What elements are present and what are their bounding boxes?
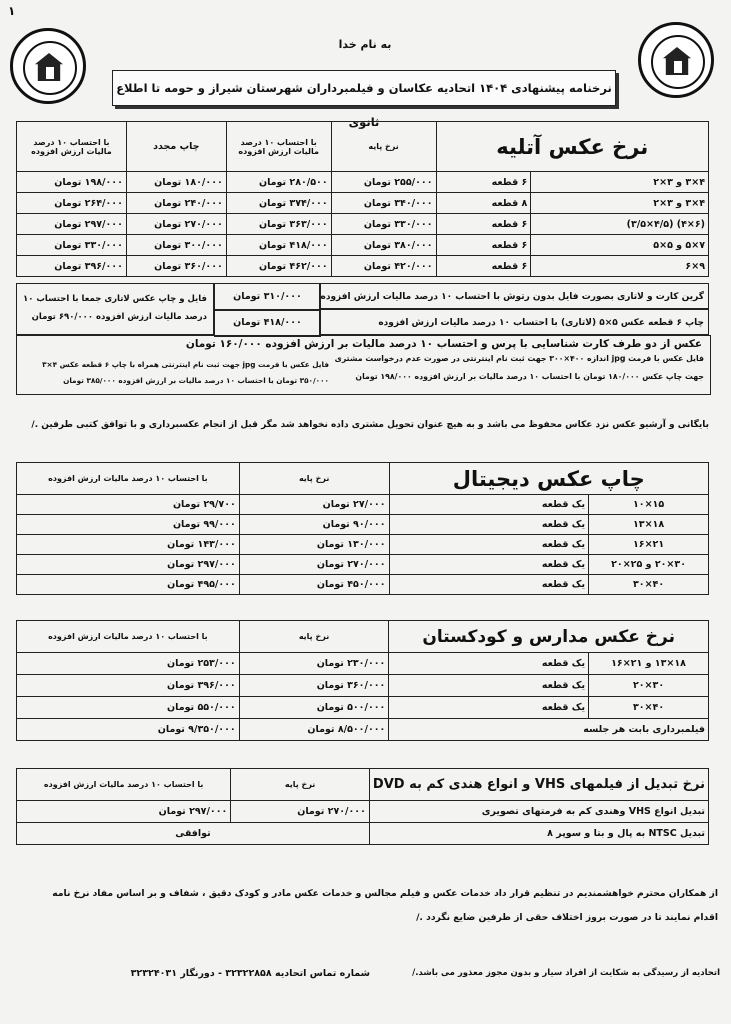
bismillah: به نام خدا [338, 38, 392, 51]
school-title: نرخ عکس مدارس و کودکستان [389, 621, 709, 653]
table-row [17, 495, 709, 515]
vhs-col-base: نرخ پایه [231, 769, 370, 801]
qty-cell: ۸ قطعه [436, 193, 531, 214]
base-price-cell: ۲۷۰/۰۰۰ تومان [231, 801, 370, 823]
qty-cell: یک قطعه [389, 675, 589, 697]
table-row [17, 653, 709, 675]
vhs-row2-label: تبدیل NTSC به پال و بتا و سوپر ۸ [369, 823, 708, 845]
footer-note-2: اقدام نمایند تا در صورت بروز اختلاف حقی از طرفین ضایع نگردد ./ [416, 912, 718, 923]
jpg-note-2: جهت چاپ عکس ۱۸۰/۰۰۰ تومان با احتساب ۱۰ درصد مالیات بر ارزش افزوده ۱۹۸/۰۰۰ تومان [355, 372, 704, 381]
digital-col-vat: با احتساب ۱۰ درصد مالیات ارزش افزوده [17, 463, 240, 495]
vat-price-cell: ۳۹۶/۰۰۰ تومان [17, 675, 240, 697]
vat-price-cell: ۲۹۷/۰۰۰ تومان [17, 801, 231, 823]
green-card-text: گرین کارت و لاتاری بصورت فایل بدون رتوش با احتساب ۱۰ درصد مالیات ارزش افزوده [320, 292, 704, 302]
table-row [17, 697, 709, 719]
base-price-cell: ۳۶۰/۰۰۰ تومان [239, 675, 389, 697]
qty-cell: یک قطعه [389, 515, 589, 535]
table-row [17, 719, 709, 741]
union-logo-right [638, 22, 714, 98]
table-row [17, 675, 709, 697]
atelier-col-vat: با احتساب ۱۰ درصد مالیات ارزش افزوده [226, 122, 331, 172]
lottery-text: چاپ ۶ قطعه عکس ۵×۵ (لاتاری) با احتساب ۱۰ درصد مالیات ارزش افزوده [378, 318, 704, 328]
digital-col-base: نرخ پایه [239, 463, 389, 495]
reprint-vat-price-cell: ۲۶۴/۰۰۰ تومان [17, 193, 127, 214]
size-cell: ۴۰×۳۰ [589, 575, 709, 595]
id-card-notes-box [16, 335, 711, 395]
vat-price-cell: ۳۷۴/۰۰۰ تومان [226, 193, 331, 214]
union-logo-left [10, 28, 86, 104]
contact-info: شماره تماس اتحادیه ۳۲۳۲۲۸۵۸ - دورنگار ۳۲۳۲۴۰۳۱ [130, 968, 370, 979]
table-row [17, 193, 709, 214]
size-cell: ۴×۳ و ۳×۲ [531, 172, 709, 193]
lottery-row [319, 309, 709, 335]
table-row [17, 823, 709, 845]
reprint-vat-price-cell: ۱۹۸/۰۰۰ تومان [17, 172, 127, 193]
header-title: نرخنامه پیشنهادی ۱۴۰۴ اتحادیه عکاسان و فیلمبرداران شهرستان شیراز و حومه تا اطلاع ثانوی [116, 81, 612, 129]
reprint-vat-price-cell: ۲۹۷/۰۰۰ تومان [17, 214, 127, 235]
base-price-cell: ۲۷۰/۰۰۰ تومان [239, 555, 389, 575]
vat-price-cell: ۴۱۸/۰۰۰ تومان [226, 235, 331, 256]
lottery-price: ۴۱۸/۰۰۰ تومان [214, 309, 321, 337]
vhs-col-vat: با احتساب ۱۰ درصد مالیات ارزش افزوده [17, 769, 231, 801]
vat-price-cell: ۲۸۰/۵۰۰ تومان [226, 172, 331, 193]
base-price-cell: ۲۷/۰۰۰ تومان [239, 495, 389, 515]
table-row [17, 256, 709, 277]
digital-title: چاپ عکس دیجیتال [389, 463, 709, 495]
qty-cell: یک قطعه [389, 535, 589, 555]
reprint-price-cell: ۳۶۰/۰۰۰ تومان [126, 256, 226, 277]
size-cell: ۱۸×۱۳ و ۲۱×۱۶ [589, 653, 709, 675]
base-price-cell: ۵۰۰/۰۰۰ تومان [239, 697, 389, 719]
vat-price-cell: ۳۶۳/۰۰۰ تومان [226, 214, 331, 235]
school-col-vat: با احتساب ۱۰ درصد مالیات ارزش افزوده [17, 621, 240, 653]
base-price-cell: ۴۲۰/۰۰۰ تومان [331, 256, 436, 277]
base-price-cell: ۴۵۰/۰۰۰ تومان [239, 575, 389, 595]
size-cell: ۲۱×۱۶ [589, 535, 709, 555]
vat-price-cell: ۵۵۰/۰۰۰ تومان [17, 697, 240, 719]
vat-price-cell: ۴۶۲/۰۰۰ تومان [226, 256, 331, 277]
reprint-vat-price-cell: ۳۹۶/۰۰۰ تومان [17, 256, 127, 277]
jpg-note-4: ۳۵۰/۰۰۰ تومان با احتساب ۱۰ درصد مالیات بر ارزش افزوده ۳۸۵/۰۰۰ تومان [63, 376, 329, 385]
size-cell: ۹×۶ [531, 256, 709, 277]
reprint-price-cell: ۲۴۰/۰۰۰ تومان [126, 193, 226, 214]
size-cell: ۳۰×۲۰ [589, 675, 709, 697]
qty-cell: ۶ قطعه [436, 256, 531, 277]
table-row [17, 801, 709, 823]
school-col-base: نرخ پایه [239, 621, 389, 653]
size-cell: (۶×۴) (۴/۵×۳/۵) [531, 214, 709, 235]
vhs-title: نرخ تبدیل از فیلمهای VHS و انواع هندی کم به DVD [369, 769, 708, 801]
qty-cell: یک قطعه [389, 697, 589, 719]
base-price-cell: ۱۳۰/۰۰۰ تومان [239, 535, 389, 555]
digital-table [16, 462, 709, 595]
atelier-title: نرخ عکس آتلیه [436, 122, 708, 172]
qty-cell: یک قطعه [389, 495, 589, 515]
size-cell: ۴×۳ و ۳×۲ [531, 193, 709, 214]
table-row [17, 172, 709, 193]
complaint-note: اتحادیه از رسیدگی به شکایت از افراد سیار و بدون مجوز معذور می باشد./ [412, 968, 720, 978]
size-cell: ۷×۵ و ۵×۵ [531, 235, 709, 256]
jpg-note-1: فایل عکس با فرمت jpg اندازه ۴۰۰×۳۰۰ جهت ثبت نام اینترنتی در صورت عدم درخواست مشتری [334, 354, 704, 363]
size-cell: ۴۰×۳۰ [589, 697, 709, 719]
school-table [16, 620, 709, 741]
reprint-price-cell: ۳۰۰/۰۰۰ تومان [126, 235, 226, 256]
id-card-text: عکس از دو طرف کارت شناسایی با پرس و احتساب ۱۰ درصد مالیات بر ارزش افزوده ۱۶۰/۰۰۰ تومان [185, 338, 702, 350]
film-label-cell: فیلمبرداری بابت هر جلسه [389, 719, 709, 741]
header-title-box [112, 70, 616, 129]
reprint-price-cell: ۲۷۰/۰۰۰ تومان [126, 214, 226, 235]
green-card-price: ۳۱۰/۰۰۰ تومان [214, 283, 321, 311]
table-row [17, 575, 709, 595]
base-price-cell: ۹۰/۰۰۰ تومان [239, 515, 389, 535]
base-price-cell: ۲۳۰/۰۰۰ تومان [239, 653, 389, 675]
reprint-vat-price-cell: ۳۳۰/۰۰۰ تومان [17, 235, 127, 256]
table-row [17, 235, 709, 256]
qty-cell: ۶ قطعه [436, 235, 531, 256]
size-cell: ۱۸×۱۳ [589, 515, 709, 535]
base-price-cell: ۳۸۰/۰۰۰ تومان [331, 235, 436, 256]
base-price-cell: ۲۵۵/۰۰۰ تومان [331, 172, 436, 193]
qty-cell: ۶ قطعه [436, 214, 531, 235]
archive-note: بایگانی و آرشیو عکس نزد عکاس محفوظ می باشد و به هیچ عنوان تحویل مشتری داده نخواهد شد مگر قبل از انجام عکسبرداری و با توافق کتبی طرفین ./ [31, 420, 709, 430]
atelier-col-base: نرخ پایه [331, 122, 436, 172]
footer-note-1: از همکاران محترم خواهشمندیم در تنظیم قرار داد خدمات عکس و فیلم مجالس و خدمات عکس مادر و کودک دقیق ، شفاف و بر اساس مفاد نرخ نامه [52, 888, 718, 899]
vhs-table [16, 768, 709, 845]
vat-price-cell: ۱۴۳/۰۰۰ تومان [17, 535, 240, 555]
size-cell: ۱۵×۱۰ [589, 495, 709, 515]
jpg-note-3: فایل عکس با فرمت jpg جهت ثبت نام اینترنتی همراه با چاپ ۶ قطعه عکس ۴×۳ [42, 360, 329, 369]
base-price-cell: ۳۴۰/۰۰۰ تومان [331, 193, 436, 214]
atelier-col-reprint: چاپ مجدد [126, 122, 226, 172]
base-price-cell: ۳۳۰/۰۰۰ تومان [331, 214, 436, 235]
vat-price-cell: ۹/۳۵۰/۰۰۰ تومان [17, 719, 240, 741]
qty-cell: ۶ قطعه [436, 172, 531, 193]
file-print-box [16, 283, 214, 335]
page-number: ۱ [8, 4, 16, 18]
vat-price-cell: ۲۵۳/۰۰۰ تومان [17, 653, 240, 675]
table-row [17, 214, 709, 235]
atelier-col-reprint-vat: با احتساب ۱۰ درصد مالیات ارزش افزوده [17, 122, 127, 172]
green-card-row [319, 283, 709, 309]
reprint-price-cell: ۱۸۰/۰۰۰ تومان [126, 172, 226, 193]
vat-price-cell: ۴۹۵/۰۰۰ تومان [17, 575, 240, 595]
file-print-line-2: درصد مالیات ارزش افزوده ۶۹۰/۰۰۰ تومان [31, 312, 207, 322]
qty-cell: یک قطعه [389, 653, 589, 675]
table-row [17, 555, 709, 575]
qty-cell: یک قطعه [389, 555, 589, 575]
negotiable-price-cell: توافقی [17, 823, 370, 845]
table-row [17, 535, 709, 555]
vat-price-cell: ۲۹۷/۰۰۰ تومان [17, 555, 240, 575]
atelier-table [16, 121, 709, 277]
file-print-line-1: فایل و چاپ عکس لاتاری جمعا با احتساب ۱۰ [23, 294, 207, 304]
base-price-cell: ۸/۵۰۰/۰۰۰ تومان [239, 719, 389, 741]
vat-price-cell: ۲۹/۷۰۰ تومان [17, 495, 240, 515]
table-row [17, 515, 709, 535]
qty-cell: یک قطعه [389, 575, 589, 595]
vhs-row1-label: تبدیل انواع VHS وهندی کم به فرمتهای تصویری [369, 801, 708, 823]
size-cell: ۳۰×۲۰ و ۲۵×۲۰ [589, 555, 709, 575]
vat-price-cell: ۹۹/۰۰۰ تومان [17, 515, 240, 535]
